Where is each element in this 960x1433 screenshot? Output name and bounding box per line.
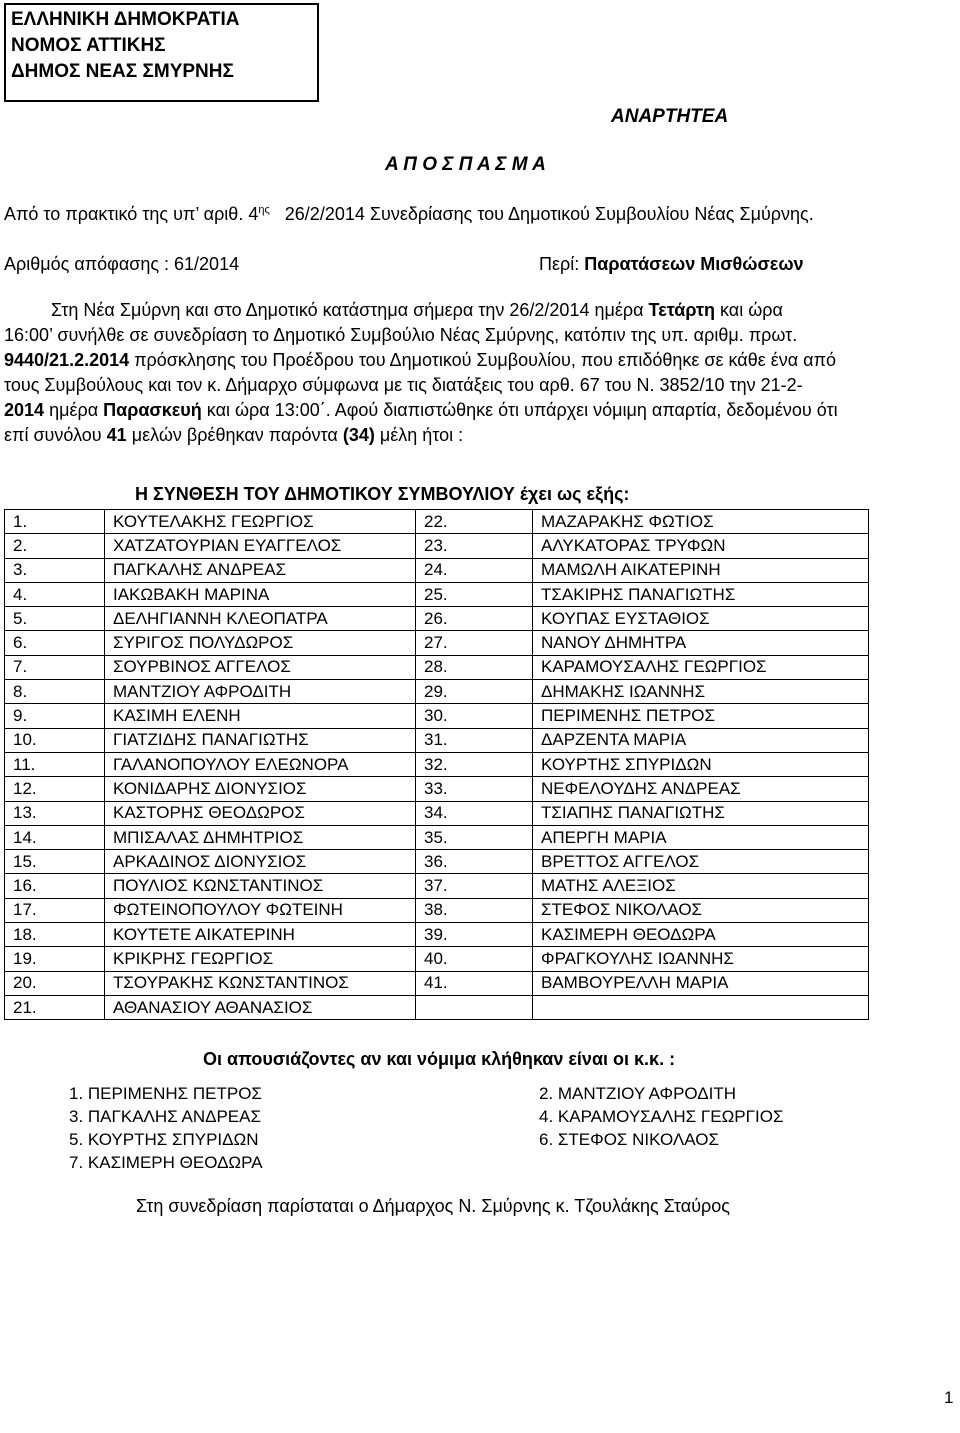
table-row (5, 825, 869, 849)
member-name: ΤΣΙΑΠΗΣ ΠΑΝΑΓΙΩΤΗΣ (533, 801, 869, 825)
member-number: 13. (5, 801, 105, 825)
member-name: ΣΥΡΙΓΟΣ ΠΟΛΥΔΩΡΟΣ (105, 631, 416, 655)
member-number: 1. (5, 510, 105, 534)
member-number: 14. (5, 825, 105, 849)
body-line-3: 9440/21.2.2014 πρόσκλησης του Προέδρου του Δημοτικού Συμβουλίου, που επιδόθηκε σε κάθε ένα από (4, 350, 837, 370)
member-number: 29. (416, 680, 533, 704)
member-name: ΚΑΡΑΜΟΥΣΑΛΗΣ ΓΕΩΡΓΙΟΣ (533, 655, 869, 679)
absent-list-left (69, 1082, 263, 1174)
member-number: 33. (416, 777, 533, 801)
member-number: 37. (416, 874, 533, 898)
body-line-1: Στη Νέα Σμύρνη και στο Δημοτικό κατάστημα σήμερα την 26/2/2014 ημέρα Τετάρτη και ώρα (51, 300, 783, 320)
member-name: ΔΕΛΗΓΙΑΝΝΗ ΚΛΕΟΠΑΤΡΑ (105, 607, 416, 631)
table-row (5, 752, 869, 776)
member-name: ΓΑΛΑΝΟΠΟΥΛΟΥ ΕΛΕΩΝΟΡΑ (105, 752, 416, 776)
absent-member: 5. ΚΟΥΡΤΗΣ ΣΠΥΡΙΔΩΝ (69, 1130, 259, 1149)
minutes-reference (4, 204, 814, 225)
member-number: 9. (5, 704, 105, 728)
member-number: 34. (416, 801, 533, 825)
member-number: 25. (416, 582, 533, 606)
decision-subject (539, 254, 804, 275)
member-name: ΜΑΝΤΖΙΟΥ ΑΦΡΟΔΙΤΗ (105, 680, 416, 704)
member-number: 3. (5, 558, 105, 582)
minutes-sup: ης (258, 204, 270, 216)
member-name: ΧΑΤΖΑΤΟΥΡΙΑΝ ΕΥΑΓΓΕΛΟΣ (105, 534, 416, 558)
body-paragraph (4, 298, 954, 448)
absent-member: 6. ΣΤΕΦΟΣ ΝΙΚΟΛΑΟΣ (539, 1130, 719, 1149)
header-line-prefecture: ΝΟΜΟΣ ΑΤΤΙΚΗΣ (11, 35, 166, 56)
member-number: 35. (416, 825, 533, 849)
absent-member: 3. ΠΑΓΚΑΛΗΣ ΑΝΔΡΕΑΣ (69, 1107, 261, 1126)
table-row (5, 510, 869, 534)
member-name: ΜΑΖΑΡΑΚΗΣ ΦΩΤΙΟΣ (533, 510, 869, 534)
absent-member: 7. ΚΑΣΙΜΕΡΗ ΘΕΟΔΩΡΑ (69, 1153, 263, 1172)
member-number: 26. (416, 607, 533, 631)
member-name: ΚΑΣΙΜΕΡΗ ΘΕΟΔΩΡΑ (533, 923, 869, 947)
member-name: ΦΩΤΕΙΝΟΠΟΥΛΟΥ ΦΩΤΕΙΝΗ (105, 898, 416, 922)
anartitea-label: ΑΝΑΡΤΗΤΕΑ (611, 106, 729, 127)
member-name: ΔΗΜΑΚΗΣ ΙΩΑΝΝΗΣ (533, 680, 869, 704)
table-row (5, 655, 869, 679)
table-row (5, 534, 869, 558)
member-name: ΚΟΝΙΔΑΡΗΣ ΔΙΟΝΥΣΙΟΣ (105, 777, 416, 801)
composition-heading: Η ΣΥΝΘΕΣΗ ΤΟΥ ΔΗΜΟΤΙΚΟΥ ΣΥΜΒΟΥΛΙΟΥ έχει ως εξής: (135, 484, 630, 504)
member-number: 12. (5, 777, 105, 801)
member-number: 39. (416, 923, 533, 947)
body-line-5: 2014 ημέρα Παρασκευή και ώρα 13:00΄. Αφού διαπιστώθηκε ότι υπάρχει νόμιμη απαρτία, δεδομένου ότι (4, 400, 838, 420)
member-number: 41. (416, 971, 533, 995)
member-name: ΚΟΥΠΑΣ ΕΥΣΤΑΘΙΟΣ (533, 607, 869, 631)
member-name: ΠΟΥΛΙΟΣ ΚΩΝΣΤΑΝΤΙΝΟΣ (105, 874, 416, 898)
member-name: ΚΑΣΤΟΡΗΣ ΘΕΟΔΩΡΟΣ (105, 801, 416, 825)
member-number: 19. (5, 947, 105, 971)
body-line-6: επί συνόλου 41 μελών βρέθηκαν παρόντα (34) μέλη ήτοι : (4, 425, 464, 445)
member-name: ΒΡΕΤΤΟΣ ΑΓΓΕΛΟΣ (533, 850, 869, 874)
member-name: ΠΕΡΙΜΕΝΗΣ ΠΕΤΡΟΣ (533, 704, 869, 728)
member-name: ΚΟΥΤΕΛΑΚΗΣ ΓΕΩΡΓΙΟΣ (105, 510, 416, 534)
table-row (5, 801, 869, 825)
header-line-municipality: ΔΗΜΟΣ ΝΕΑΣ ΣΜΥΡΝΗΣ (11, 61, 234, 82)
absent-member: 2. ΜΑΝΤΖΙΟΥ ΑΦΡΟΔΙΤΗ (539, 1084, 737, 1103)
member-name: ΠΑΓΚΑΛΗΣ ΑΝΔΡΕΑΣ (105, 558, 416, 582)
table-row (5, 728, 869, 752)
member-name: ΦΡΑΓΚΟΥΛΗΣ ΙΩΑΝΝΗΣ (533, 947, 869, 971)
member-number: 40. (416, 947, 533, 971)
member-number: 16. (5, 874, 105, 898)
member-number: 15. (5, 850, 105, 874)
table-row (5, 582, 869, 606)
subject-prefix: Περί: (539, 254, 580, 274)
member-name: ΒΑΜΒΟΥΡΕΛΛΗ ΜΑΡΙΑ (533, 971, 869, 995)
table-row (5, 777, 869, 801)
member-name: ΓΙΑΤΖΙΔΗΣ ΠΑΝΑΓΙΩΤΗΣ (105, 728, 416, 752)
member-number: 8. (5, 680, 105, 704)
member-number: 28. (416, 655, 533, 679)
table-row (5, 631, 869, 655)
member-name: ΝΕΦΕΛΟΥΔΗΣ ΑΝΔΡΕΑΣ (533, 777, 869, 801)
member-name: ΙΑΚΩΒΑΚΗ ΜΑΡΙΝΑ (105, 582, 416, 606)
absent-heading: Οι απουσιάζοντες αν και νόμιμα κλήθηκαν είναι οι κ.κ. : (203, 1049, 676, 1069)
member-name: ΔΑΡΖΕΝΤΑ ΜΑΡΙΑ (533, 728, 869, 752)
table-row (5, 850, 869, 874)
member-number: 2. (5, 534, 105, 558)
member-name: ΑΛΥΚΑΤΟΡΑΣ ΤΡΥΦΩΝ (533, 534, 869, 558)
member-number: 11. (5, 752, 105, 776)
member-number: 36. (416, 850, 533, 874)
member-name: ΤΣΑΚΙΡΗΣ ΠΑΝΑΓΙΩΤΗΣ (533, 582, 869, 606)
member-name: ΚΑΣΙΜΗ ΕΛΕΝΗ (105, 704, 416, 728)
body-line-2: 16:00’ συνήλθε σε συνεδρίαση το Δημοτικό Συμβούλιο Νέας Σμύρνης, κατόπιν της υπ. αριθμ. πρωτ. (4, 325, 798, 345)
member-name: ΣΤΕΦΟΣ ΝΙΚΟΛΑΟΣ (533, 898, 869, 922)
page-title: Α Π Ο Σ Π Α Σ Μ Α (385, 154, 546, 175)
table-row (5, 898, 869, 922)
member-name: ΑΠΕΡΓΗ ΜΑΡΙΑ (533, 825, 869, 849)
member-number: 20. (5, 971, 105, 995)
member-number: 31. (416, 728, 533, 752)
members-table (4, 509, 869, 1020)
member-name (533, 995, 869, 1019)
member-number: 5. (5, 607, 105, 631)
table-row (5, 971, 869, 995)
member-number (416, 995, 533, 1019)
member-number: 27. (416, 631, 533, 655)
member-number: 22. (416, 510, 533, 534)
page-number: 1 (944, 1388, 954, 1407)
table-row (5, 923, 869, 947)
table-row (5, 995, 869, 1019)
member-number: 32. (416, 752, 533, 776)
member-number: 6. (5, 631, 105, 655)
member-number: 10. (5, 728, 105, 752)
member-name: ΚΟΥΤΕΤΕ ΑΙΚΑΤΕΡΙΝΗ (105, 923, 416, 947)
mayor-statement: Στη συνεδρίαση παρίσταται ο Δήμαρχος Ν. Σμύρνης κ. Τζουλάκης Σταύρος (136, 1196, 730, 1216)
minutes-suffix: 26/2/2014 Συνεδρίασης του Δημοτικού Συμβουλίου Νέας Σμύρνης. (284, 204, 814, 224)
subject-text: Παρατάσεων Μισθώσεων (584, 254, 804, 274)
member-name: ΑΡΚΑΔΙΝΟΣ ΔΙΟΝΥΣΙΟΣ (105, 850, 416, 874)
member-name: ΤΣΟΥΡΑΚΗΣ ΚΩΝΣΤΑΝΤΙΝΟΣ (105, 971, 416, 995)
table-row (5, 947, 869, 971)
member-number: 21. (5, 995, 105, 1019)
member-name: ΜΑΤΗΣ ΑΛΕΞΙΟΣ (533, 874, 869, 898)
absent-member: 1. ΠΕΡΙΜΕΝΗΣ ΠΕΤΡΟΣ (69, 1084, 262, 1103)
absent-list-right (539, 1082, 783, 1151)
member-number: 4. (5, 582, 105, 606)
table-row (5, 704, 869, 728)
member-number: 23. (416, 534, 533, 558)
member-number: 38. (416, 898, 533, 922)
member-name: ΚΡΙΚΡΗΣ ΓΕΩΡΓΙΟΣ (105, 947, 416, 971)
member-name: ΣΟΥΡΒΙΝΟΣ ΑΓΓΕΛΟΣ (105, 655, 416, 679)
table-row (5, 680, 869, 704)
member-name: ΑΘΑΝΑΣΙΟΥ ΑΘΑΝΑΣΙΟΣ (105, 995, 416, 1019)
member-name: ΚΟΥΡΤΗΣ ΣΠΥΡΙΔΩΝ (533, 752, 869, 776)
member-number: 18. (5, 923, 105, 947)
minutes-prefix: Από το πρακτικό της υπ’ αριθ. 4 (4, 204, 259, 224)
table-row (5, 558, 869, 582)
absent-member: 4. ΚΑΡΑΜΟΥΣΑΛΗΣ ΓΕΩΡΓΙΟΣ (539, 1107, 784, 1126)
member-name: ΜΠΙΣΑΛΑΣ ΔΗΜΗΤΡΙΟΣ (105, 825, 416, 849)
decision-number: Αριθμός απόφασης : 61/2014 (4, 254, 240, 274)
member-name: ΝΑΝΟΥ ΔΗΜΗΤΡΑ (533, 631, 869, 655)
member-number: 7. (5, 655, 105, 679)
member-number: 24. (416, 558, 533, 582)
member-number: 30. (416, 704, 533, 728)
body-line-4: τους Συμβούλους και τον κ. Δήμαρχο σύμφωνα με τις διατάξεις του αρθ. 67 του Ν. 3852/10 την 21-2- (4, 375, 803, 395)
header-box (4, 3, 319, 102)
table-row (5, 607, 869, 631)
table-row (5, 874, 869, 898)
header-line-country: ΕΛΛΗΝΙΚΗ ΔΗΜΟΚΡΑΤΙΑ (11, 9, 240, 30)
member-number: 17. (5, 898, 105, 922)
member-name: ΜΑΜΩΛΗ ΑΙΚΑΤΕΡΙΝΗ (533, 558, 869, 582)
